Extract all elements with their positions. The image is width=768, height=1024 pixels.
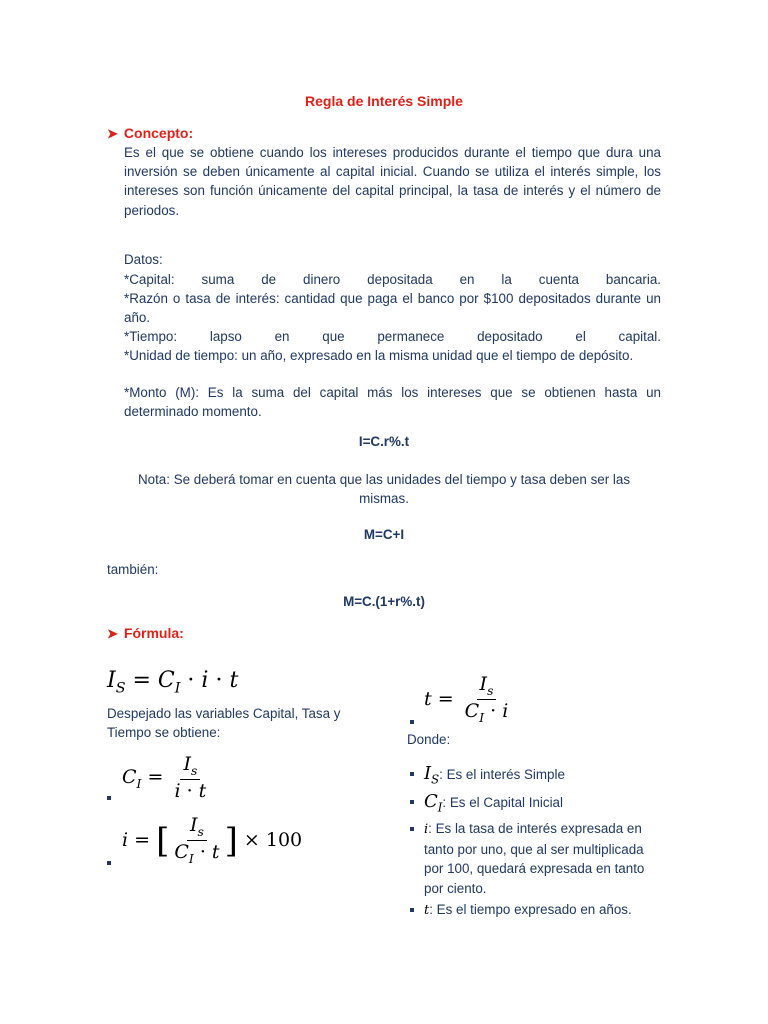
rate-formula: i = [ $\frac{I_s}{C_I \cdot t}$ ] × 100 [122,814,303,867]
despejado-text: Despejado las variables Capital, Tasa y Tiempo se obtiene: [107,706,341,740]
simple-interest-formula: $I_S = C_I \cdot i \cdot t$ [107,668,239,697]
formula-monto-2: M=C.(1+r%.t) [343,594,425,609]
concepto-text: Es el que se obtiene cuando los intereses producidos durante el tiempo que dura una inversión se deben únicamente al capital inicial. Cuando se utiliza el interés simple, los intereses son función únicamente del capital principal, la tasa de interés y el número de periodos. [124,145,661,218]
list-item: t: Es el tiempo expresado en años. [410,900,690,921]
capital-formula: $C_I$ = $\frac{I_s}{i \cdot t}$ [122,753,207,803]
page-title: Regla de Interés Simple [305,93,463,109]
time-formula: t = $\frac{I_s}{C_I \cdot i}$ [424,673,509,726]
donde-label: Donde: [407,732,451,747]
formula-monto: M=C+I [363,527,405,542]
list-item: $C_I$: Es el Capital Inicial [410,792,690,818]
list-item: $I_S$: Es el interés Simple [410,764,690,790]
datos-monto: *Monto (M): Es la suma del capital más los intereses que se obtienen hasta un determinado momento. [124,385,661,419]
datos-unidad: *Unidad de tiempo: un año, expresado en la misma unidad que el tiempo de depósito. [124,348,634,363]
formula-heading: ➤ Fórmula: [107,625,184,641]
bullet-square-icon [410,712,414,727]
list-item: i: Es la tasa de interés expresada en tanto por uno, que al ser multiplicada por 100, quedará expresada en tanto por ciento. [410,819,664,898]
bullet-square-icon [107,853,111,868]
datos-heading: Datos: [124,252,163,267]
datos-razon: *Razón o tasa de interés: cantidad que paga el banco por $100 depositados durante un año. [124,291,661,325]
bullet-square-icon [107,788,111,803]
nota: Nota: Se deberá tomar en cuenta que las unidades del tiempo y tasa deben ser las mismas. [137,472,631,506]
arrow-bullet-icon: ➤ [107,626,118,641]
definitions-list [410,764,690,921]
datos-capital: *Capital: suma de dinero depositada en la cuenta bancaria. [124,272,661,287]
concepto-heading: ➤ Concepto: [107,125,194,141]
arrow-bullet-icon: ➤ [107,126,118,141]
tambien-label: también: [107,562,159,577]
formula-interes: I=C.r%.t [358,434,410,449]
datos-tiempo: *Tiempo: lapso en que permanece depositado el capital. [124,329,661,344]
